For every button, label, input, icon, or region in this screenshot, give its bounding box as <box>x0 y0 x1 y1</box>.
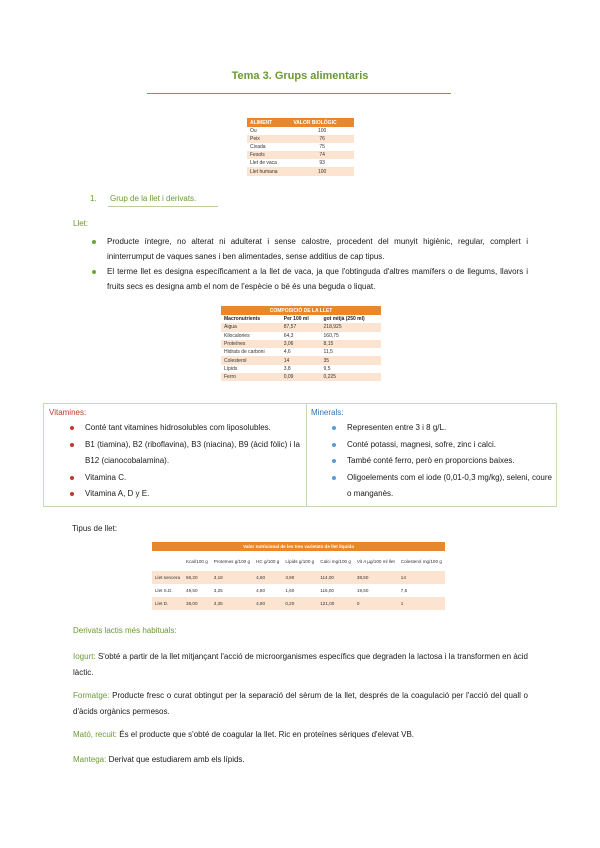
table-header: Lípids g/100 g <box>282 551 317 571</box>
table-cell: 100 <box>290 127 354 135</box>
table-row <box>152 571 445 584</box>
table-cell: Lípids <box>221 365 281 373</box>
table-cell: 19,50 <box>354 584 398 597</box>
list-item <box>332 437 552 454</box>
table-cell: 75 <box>290 143 354 151</box>
bullet-icon <box>92 270 96 274</box>
table-cell: Llet S.D. <box>152 584 183 597</box>
derivative-term: Iogurt: <box>73 652 96 661</box>
table-cell: Aigua <box>221 323 281 331</box>
bullet-icon <box>70 492 74 496</box>
table-cell: 14 <box>398 571 445 584</box>
derivative-cheese <box>73 688 528 720</box>
table-cell: 14 <box>281 356 321 364</box>
table-cell: Llet D. <box>152 597 183 610</box>
table-cell: Hidrats de carboni <box>221 348 281 356</box>
table-header: Per 100 ml <box>281 315 321 323</box>
table-header: Kcal/100 g <box>183 551 211 571</box>
table-header: Macronutrients <box>221 315 281 323</box>
derivative-butter <box>73 752 528 768</box>
table-cell: 3,06 <box>281 340 321 348</box>
table-cell: 4,90 <box>253 597 282 610</box>
table-row <box>247 135 354 143</box>
table-cell: 121,00 <box>317 597 354 610</box>
table-cell: 9,5 <box>321 365 381 373</box>
list-item <box>332 420 552 437</box>
derivative-term: Mantega: <box>73 755 107 764</box>
table-cell: 3,18 <box>211 571 253 584</box>
section-heading <box>90 194 196 203</box>
table-row <box>152 584 445 597</box>
list-item-text: Vitamina C. <box>85 472 127 482</box>
list-item-text: B1 (tiamina), B2 (riboflavina), B3 (niacina), B9 (àcid fòlic) i la B12 (cianocobalamina). <box>85 439 300 465</box>
table-cell: 35 <box>321 356 381 364</box>
table-row <box>221 365 381 373</box>
list-item-text: També conté ferro, però en proporcions baixes. <box>347 456 515 465</box>
list-item <box>70 470 300 487</box>
table-header-row <box>221 315 381 323</box>
table-header-row <box>152 551 445 571</box>
table-cell: 0,20 <box>282 597 317 610</box>
bullet-icon <box>332 459 336 463</box>
table-cell: 64,3 <box>281 332 321 340</box>
section-underline <box>108 206 218 207</box>
derivative-text: Producte fresc o curat obtingut per la separació del sèrum de la llet, després de la coagulació per l'acció del quall o d'àcids orgànics permesos. <box>73 691 528 716</box>
list-item-text: Conté potassi, magnesi, sofre, zinc i calci. <box>347 439 496 449</box>
list-item <box>332 470 552 503</box>
list-item <box>70 420 300 437</box>
vitamins-label: Vitamines: <box>49 408 87 417</box>
list-item-text: Conté tant vitamines hidrosolubles com liposolubles. <box>85 423 271 432</box>
bullet-icon <box>92 240 96 244</box>
table-cell: Ferro <box>221 373 281 381</box>
table-cell: 74 <box>290 151 354 159</box>
table-cell: 8,15 <box>321 340 381 348</box>
milk-composition-table <box>221 306 381 381</box>
minerals-list <box>332 420 552 503</box>
bullet-icon <box>70 443 74 447</box>
table-cell: 0,09 <box>281 373 321 381</box>
table-cell: 3,8 <box>281 365 321 373</box>
derivative-term: Formatge: <box>73 691 110 700</box>
table-cell: 0 <box>354 597 398 610</box>
bullet-icon <box>332 443 336 447</box>
list-item-text: Producte íntegre, no alterat ni adulterat i sense calostre, procedent del munyit higiènic, regular, complert i ininterrumput de vaques sanes i ben alimentades, sense additius de cap tipus. <box>107 237 528 261</box>
table-cell: 93 <box>290 159 354 167</box>
derivatives-label: Derivats lactis més habituals: <box>73 626 177 635</box>
derivative-text: Derivat que estudiarem amb els lípids. <box>106 755 245 764</box>
table-header: VALOR BIOLÒGIC <box>290 118 354 127</box>
table-row <box>247 127 354 135</box>
table-row <box>247 167 354 175</box>
table-header: Calci mg/100 g <box>317 551 354 571</box>
table-header: HC g/100 g <box>253 551 282 571</box>
table-cell: Llet de vaca <box>247 159 290 167</box>
table-row <box>247 159 354 167</box>
list-item <box>332 453 552 470</box>
table-header: got mitjà (250 ml) <box>321 315 381 323</box>
title-underline <box>147 93 451 94</box>
box-divider <box>306 404 307 506</box>
table-cell: 4,80 <box>253 584 282 597</box>
minerals-label: Minerals: <box>311 408 344 417</box>
table-cell: 1 <box>398 597 445 610</box>
list-item-text: El terme llet es designa específicament a la llet de vaca, ja que l'obtinguda d'altres mamífers o de llegums, llavors i fruits secs es designa amb el nom de l'espècie o bé és una beguda o liquat. <box>107 267 528 291</box>
table-cell: 11,5 <box>321 348 381 356</box>
milk-types-label: Tipus de llet: <box>72 524 118 533</box>
milk-bullet-list <box>92 234 528 294</box>
table-cell: 3,90 <box>282 571 317 584</box>
table-cell: 49,50 <box>183 584 211 597</box>
biological-value-table <box>247 118 354 176</box>
page-title: Tema 3. Grups alimentaris <box>231 70 369 82</box>
table-cell: Proteïnes <box>221 340 281 348</box>
list-item <box>70 486 300 503</box>
table-cell: 218,925 <box>321 323 381 331</box>
table-title: Valor nutricional de les tres varietats de llet líquida <box>152 542 445 551</box>
vitamins-list <box>70 420 300 503</box>
table-cell: 38,50 <box>354 571 398 584</box>
table-cell: 4,6 <box>281 348 321 356</box>
table-cell: Civada <box>247 143 290 151</box>
table-header: Vit A µg/100 ml llet <box>354 551 398 571</box>
table-header: Proteïnes g/100 g <box>211 551 253 571</box>
table-row <box>221 356 381 364</box>
table-row <box>221 373 381 381</box>
table-cell: Llet sencera <box>152 571 183 584</box>
milk-types-table <box>152 542 445 610</box>
bullet-icon <box>70 426 74 430</box>
derivative-mato <box>73 727 528 743</box>
table-row <box>152 597 445 610</box>
table-row <box>221 348 381 356</box>
table-cell: 114,00 <box>317 571 354 584</box>
table-cell: 4,60 <box>253 571 282 584</box>
table-cell: 0,225 <box>321 373 381 381</box>
list-item <box>70 437 300 470</box>
list-item-text: Oligoelements com el iode (0,01-0,3 mg/kg), seleni, coure o manganès. <box>347 472 552 498</box>
table-cell: 116,00 <box>317 584 354 597</box>
table-cell: 87,57 <box>281 323 321 331</box>
table-cell: 100 <box>290 167 354 175</box>
table-cell: Llet humana <box>247 167 290 175</box>
table-cell: Colesterol <box>221 356 281 364</box>
bullet-icon <box>332 476 336 480</box>
bullet-icon <box>332 426 336 430</box>
table-row <box>221 323 381 331</box>
list-item-text: Vitamina A, D y E. <box>85 489 150 498</box>
bullet-icon <box>70 476 74 480</box>
derivative-text: S'obté a partir de la llet mitjançant l'acció de microorganismes específics que degraden la lactosa i la transformen en àcid làctic. <box>73 652 528 677</box>
table-row <box>221 340 381 348</box>
derivative-text: És el producte que s'obté de coagular la llet. Ric en proteïnes sèriques d'elevat VB. <box>117 730 415 739</box>
list-item <box>92 234 528 264</box>
table-cell: Kilocalories <box>221 332 281 340</box>
table-title: COMPOSICIÓ DE LA LLET <box>221 306 381 315</box>
derivative-yogurt <box>73 649 528 681</box>
table-cell: 76 <box>290 135 354 143</box>
table-cell: Peix <box>247 135 290 143</box>
table-cell: 1,60 <box>282 584 317 597</box>
table-cell: 66,20 <box>183 571 211 584</box>
table-cell: Ou <box>247 127 290 135</box>
milk-label: Llet: <box>73 219 89 228</box>
table-cell: 160,75 <box>321 332 381 340</box>
table-header: Colesterol mg/100 g <box>398 551 445 571</box>
table-row <box>221 332 381 340</box>
section-title: Grup de la llet i derivats. <box>110 194 197 203</box>
table-row <box>247 143 354 151</box>
table-cell: 36,00 <box>183 597 211 610</box>
section-number: 1. <box>90 194 97 203</box>
table-row <box>247 151 354 159</box>
table-header <box>152 551 183 571</box>
table-cell: 7,5 <box>398 584 445 597</box>
derivative-term: Mató, recuit: <box>73 730 118 739</box>
table-cell: 3,25 <box>211 584 253 597</box>
list-item-text: Representen entre 3 i 8 g/L. <box>347 423 447 432</box>
list-item <box>92 264 528 294</box>
table-cell: Fesols <box>247 151 290 159</box>
table-cell: 3,35 <box>211 597 253 610</box>
table-header: ALIMENT <box>247 118 290 127</box>
